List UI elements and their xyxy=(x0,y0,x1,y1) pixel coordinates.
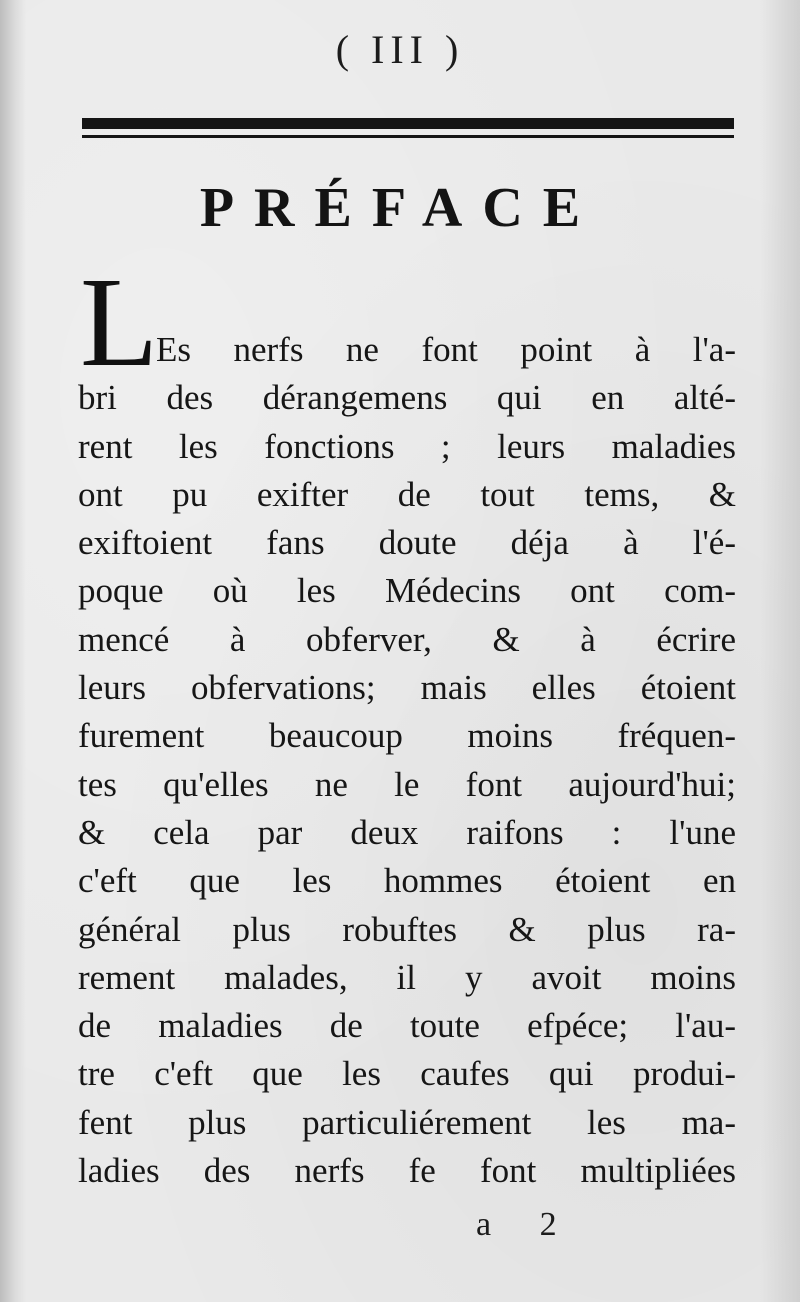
text-line: tre c'eft que les caufes qui produi- xyxy=(78,1054,736,1094)
text-line: leurs obfervations; mais elles étoient xyxy=(78,668,736,708)
drop-cap: L xyxy=(80,251,159,393)
body-text xyxy=(78,326,736,1195)
page-number: ( III ) xyxy=(335,27,465,72)
header-rule-thin xyxy=(82,135,734,138)
text-line: ladies des nerfs fe font multipliées xyxy=(78,1151,736,1191)
text-line: rent les fonctions ; leurs maladies xyxy=(78,426,736,466)
text-line: fent plus particuliérement les ma- xyxy=(78,1102,736,1142)
text-line: mencé à obferver, & à écrire xyxy=(78,619,736,659)
text-line: bri des dérangemens qui en alté- xyxy=(78,378,736,418)
header-rule-thick xyxy=(82,118,734,129)
text-line: rement malades, il y avoit moins xyxy=(78,957,736,997)
text-line: général plus robuftes & plus ra- xyxy=(78,909,736,949)
signature-mark: a 2 xyxy=(476,1206,577,1243)
text-line: tes qu'elles ne le font aujourd'hui; xyxy=(78,764,736,804)
text-line: furement beaucoup moins fréquen- xyxy=(78,716,736,756)
text-line: exiftoient fans doute déja à l'é- xyxy=(78,523,736,563)
text-line: c'eft que les hommes étoient en xyxy=(78,861,736,901)
text-line: Es nerfs ne font point à l'a- xyxy=(156,330,736,369)
page-title: PRÉFACE xyxy=(199,177,601,239)
text-line: & cela par deux raifons : l'une xyxy=(78,812,736,852)
text-line: ont pu exifter de tout tems, & xyxy=(78,474,736,514)
text-line: poque où les Médecins ont com- xyxy=(78,571,736,611)
text-line: de maladies de toute efpéce; l'au- xyxy=(78,1006,736,1046)
